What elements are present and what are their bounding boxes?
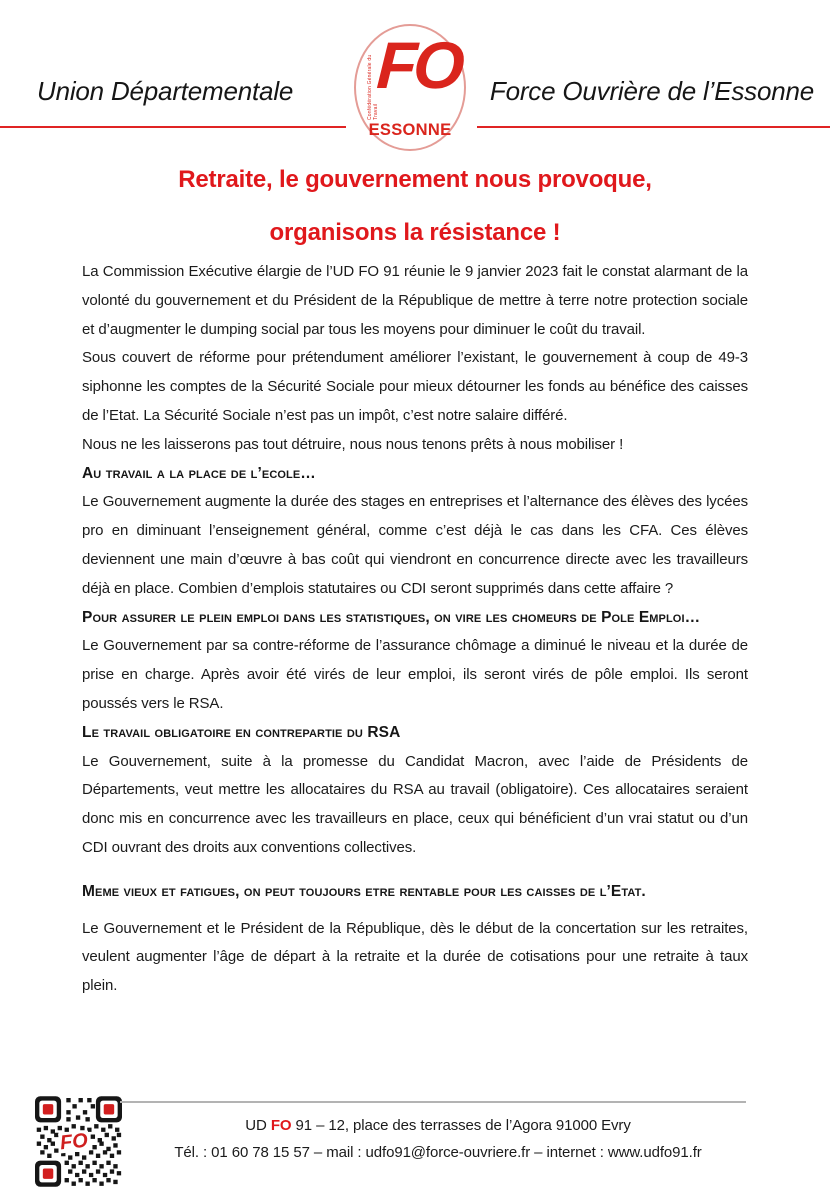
header-left-title: Union Départementale	[37, 76, 294, 106]
footer-divider	[120, 1101, 746, 1103]
logo-vertical-text: Confédération Générale du Travail	[367, 54, 379, 120]
footer-contact-block	[130, 1112, 746, 1166]
fo-logo-acronym: FO	[375, 28, 463, 102]
fo-essonne-logo	[354, 24, 466, 151]
qr-code	[35, 1096, 122, 1187]
paragraph-retraites: Le Gouvernement et le Président de la République, dès le début de la concertation sur les retraites, veulent augmenter l’âge de départ à la retraite et la durée de cotisations pour une retraite à taux plein.	[82, 919, 748, 995]
paragraph-ecole: Le Gouvernement augmente la durée des stages en entreprises et l’alternance des élèves des lycées pro en diminuant l’enseignement général, comme c’est déjà le cas dans les CFA. Ces élèves deviennent une main d’œuvre à bas coût qui viendront en concurrence directe avec les travailleurs déjà en place. Combien d’emplois statutaires ou CDI seront supprimés dans cette affaire ?	[82, 493, 748, 597]
footer-address-prefix: UD	[245, 1117, 271, 1134]
paragraph-mobilisation: Nous ne les laisserons pas tout détruire, nous nous tenons prêts à nous mobiliser !	[82, 435, 624, 453]
paragraph-rsa: Le Gouvernement, suite à la promesse du Candidat Macron, avec l’aide de Présidents de Départements, veut mettre les allocataires du RSA au travail (obligatoire). Ces allocataires seraient donc mis en concurrence avec les travailleurs en place, ceux qui bénéficient d’un vrai statut ou d’un CDI ouvrant des droits aux conventions collectives.	[82, 752, 748, 856]
section-heading-retraites: Meme vieux et fatigues, on peut toujours etre rentable pour les caisses de l’Etat.	[82, 882, 646, 900]
document-title-line1: Retraite, le gouvernement nous provoque,	[178, 166, 652, 193]
section-heading-ecole: Au travail a la place de l’ecole…	[82, 464, 316, 482]
paragraph-intro: La Commission Exécutive élargie de l’UD FO 91 réunie le 9 janvier 2023 fait le constat alarmant de la volonté du gouvernement et du Président de la République de mettre à terre notre protection sociale et d’augmenter le dumping social par tous les moyens pour diminuer le coût du travail.	[82, 263, 748, 338]
document-title-line2: organisons la résistance !	[269, 219, 561, 246]
header-rule-left	[0, 126, 346, 128]
footer-address-suffix: 91 – 12, place des terrasses de l’Agora 91000 Evry	[291, 1117, 631, 1134]
logo-region-label: ESSONNE	[368, 121, 452, 139]
footer-fo-label: FO	[270, 1117, 292, 1134]
footer-contact-line: Tél. : 01 60 78 15 57 – mail : udfo91@force-ouvriere.fr – internet : www.udfo91.fr	[174, 1144, 702, 1161]
footer-address-line	[130, 1112, 746, 1139]
section-heading-pole-emploi: Pour assurer le plein emploi dans les statistiques, on vire les chomeurs de Pole Emploi…	[82, 608, 701, 626]
paragraph-pole-emploi: Le Gouvernement par sa contre-réforme de l’assurance chômage a diminué le niveau et la durée de prise en charge. Après avoir été virés de leur emploi, ils seront virés de pôle emploi. Ils seront poussés vers le RSA.	[82, 637, 748, 712]
header-rule-right	[477, 126, 830, 128]
paragraph-reforme: Sous couvert de réforme pour prétendument améliorer l’existant, le gouvernement à coup de 49-3 siphonne les comptes de la Sécurité Sociale pour mieux détourner les fonds au bénéfice des caisses de l’Etat. La Sécurité Sociale n’est pas un impôt, c’est notre salaire différé.	[82, 349, 748, 424]
qr-fo-label: FO	[58, 1129, 89, 1155]
header-right-title: Force Ouvrière de l’Essonne	[489, 76, 814, 106]
section-heading-rsa: Le travail obligatoire en contrepartie du RSA	[82, 723, 401, 741]
body-text	[82, 258, 748, 1001]
